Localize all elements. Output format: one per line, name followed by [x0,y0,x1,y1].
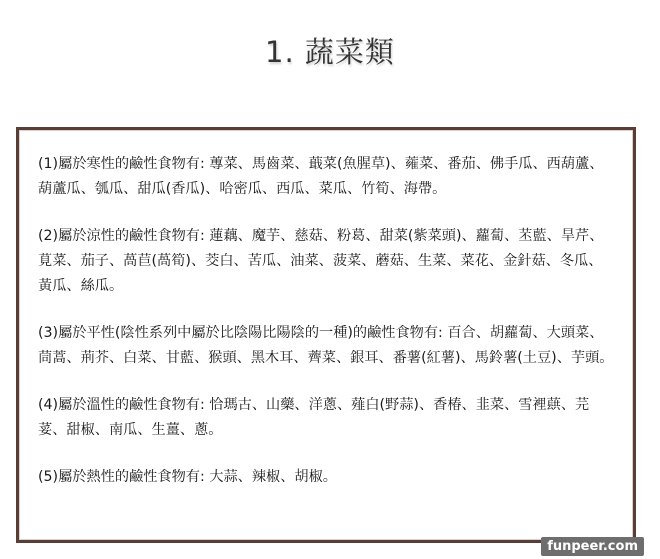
paragraph-warm: (4)屬於溫性的鹼性食物有: 恰瑪古、山藥、洋蔥、薤白(野蒜)、香椿、韭菜、雪裡蕻、芫荽、甜椒、南瓜、生薑、蔥。 [38,397,590,438]
paragraph-hot: (5)屬於熱性的鹼性食物有: 大蒜、辣椒、胡椒。 [38,469,337,485]
paragraph-neutral: (3)屬於平性(陰性系列中屬於比陰陽比陽陰的一種)的鹼性食物有: 百合、胡蘿蔔、大頭菜、茼蒿、荊芥、白菜、甘藍、猴頭、黑木耳、薺菜、銀耳、番薯(紅薯)、馬鈴薯(土豆)、芋頭。 [38,325,614,366]
content-card [16,127,636,543]
card-body [38,152,615,512]
paragraph-cold: (1)屬於寒性的鹼性食物有: 蓴菜、馬齒菜、蕺菜(魚腥草)、蕹菜、番茄、佛手瓜、西葫蘆、葫蘆瓜、瓠瓜、甜瓜(香瓜)、哈密瓜、西瓜、菜瓜、竹筍、海帶。 [38,156,604,197]
watermark: funpeer.com [541,537,644,556]
page-title: 1. 蔬菜類 [265,35,395,69]
paragraph-cool: (2)屬於涼性的鹼性食物有: 蓮藕、魔芋、慈菇、粉葛、甜菜(紫菜頭)、蘿蔔、苤藍、旱芹、莧菜、茄子、萵苣(萵筍)、茭白、苦瓜、油菜、菠菜、蘑菇、生菜、菜花、金針菇、冬瓜、黃瓜、絲瓜。 [38,228,604,294]
